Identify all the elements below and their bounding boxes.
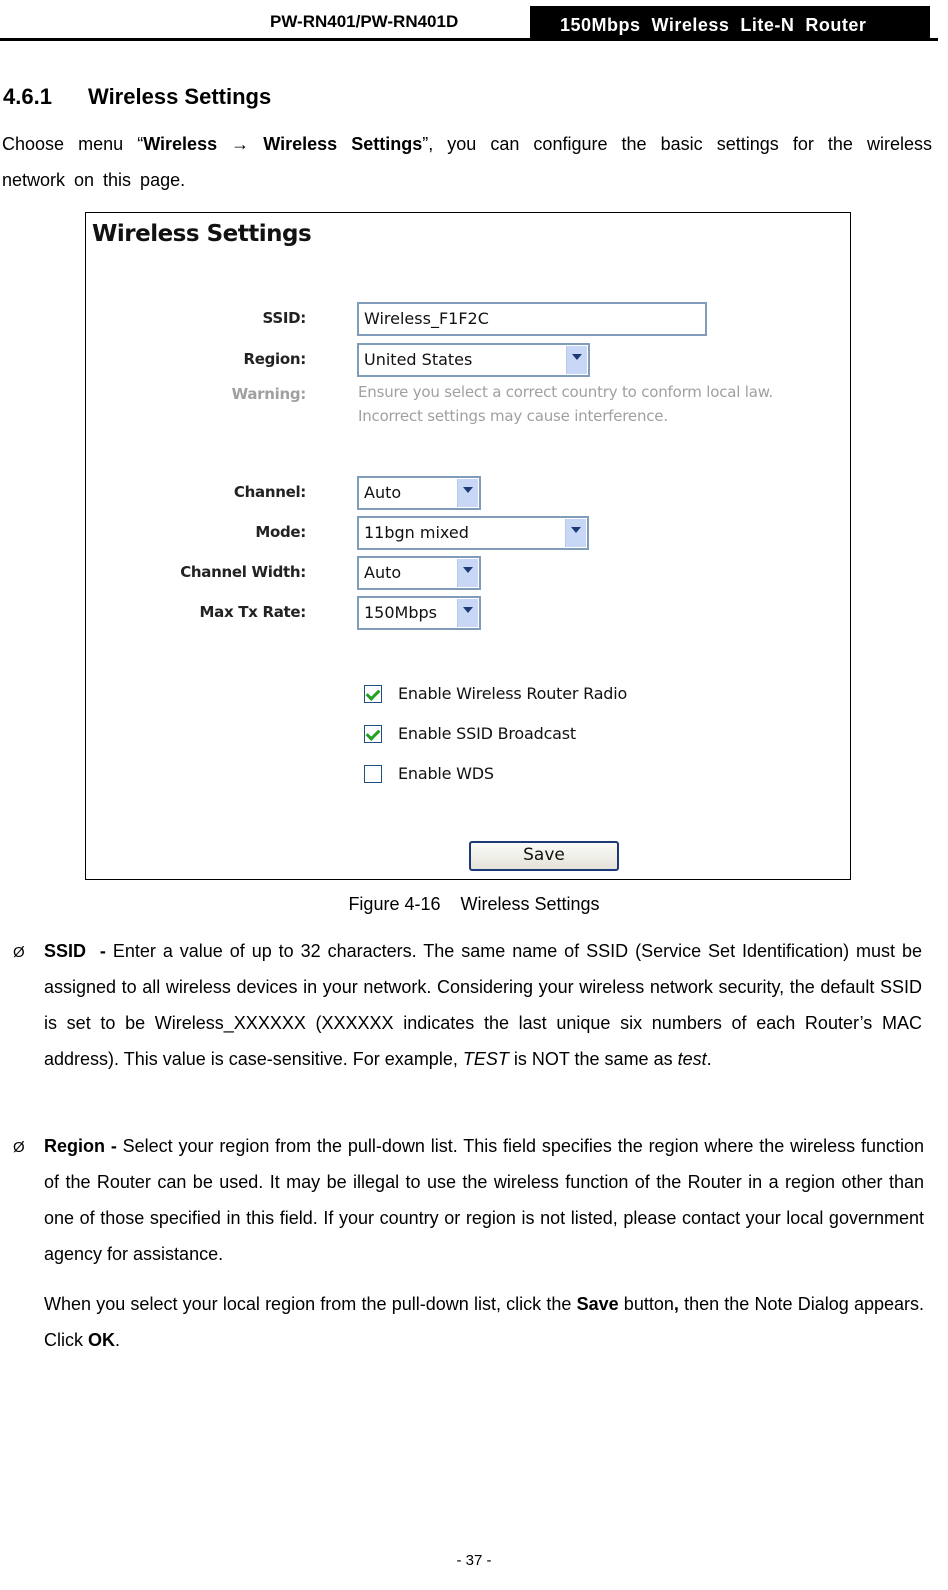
ssid-text: Enter a value of up to 32 characters. The same name of SSID (Service Set Identification) must be assigned to all wireless devices in your network. Considering your wireless network security, the default SSID is set to be Wireless_XXXXXX (XXXXXX indicates the last unique six numbers of each Router’s MAC address). This value is case-sensitive. For example,: [44, 941, 922, 1069]
header-product: 150Mbps Wireless Lite-N Router: [560, 15, 867, 35]
channel-width-value: Auto: [364, 563, 402, 582]
region-label: Region:: [243, 350, 306, 368]
enable-radio-label: Enable Wireless Router Radio: [398, 684, 628, 703]
note-end: .: [115, 1330, 121, 1350]
intro-suffix: ”, you can configure the basic settings for the wireless network on this page.: [2, 134, 932, 190]
ssid-text-end: .: [706, 1049, 712, 1069]
ssid-example-lower: test: [677, 1049, 707, 1069]
warning-line-2: Incorrect settings may cause interference.: [358, 407, 668, 425]
region-note: [44, 1286, 924, 1358]
ssid-term: SSID -: [44, 941, 106, 961]
ssid-example-upper: TEST: [462, 1049, 509, 1069]
ssid-input[interactable]: [357, 302, 707, 336]
chevron-down-icon: [457, 599, 478, 627]
region-description: [44, 1128, 924, 1272]
note-mid1: button: [618, 1294, 674, 1314]
ssid-label: SSID:: [262, 309, 306, 327]
figure-title: Wireless Settings: [92, 221, 312, 247]
section-title: Wireless Settings: [88, 84, 272, 109]
note-before: When you select your local region from the pull-down list, click the: [44, 1294, 577, 1314]
chevron-down-icon: [565, 519, 586, 547]
page-header: [0, 0, 948, 42]
max-tx-rate-select[interactable]: [357, 596, 481, 630]
channel-label: Channel:: [233, 483, 306, 501]
bullet-marker: Ø: [13, 944, 25, 961]
note-comma: ,: [673, 1294, 679, 1314]
max-tx-rate-label: Max Tx Rate:: [199, 603, 306, 621]
region-term: Region -: [44, 1136, 117, 1156]
channel-width-select[interactable]: [357, 556, 481, 590]
enable-ssid-broadcast-label: Enable SSID Broadcast: [398, 724, 576, 743]
enable-radio-checkbox[interactable]: [364, 685, 382, 703]
figure-caption: Figure 4-16 Wireless Settings: [348, 894, 600, 914]
bullet-marker: Ø: [13, 1139, 25, 1156]
ssid-value: Wireless_F1F2C: [364, 309, 489, 328]
region-value: United States: [364, 350, 473, 369]
mode-label: Mode:: [255, 523, 306, 541]
mode-value: 11bgn mixed: [364, 523, 469, 542]
header-tick: [925, 30, 928, 40]
intro-paragraph: [2, 126, 932, 198]
warning-label: Warning:: [231, 385, 306, 403]
page-number: - 37 -: [456, 1552, 492, 1569]
channel-width-label: Channel Width:: [180, 563, 306, 581]
region-select[interactable]: [357, 343, 590, 377]
header-rule: [0, 38, 938, 41]
channel-select[interactable]: [357, 476, 481, 510]
enable-ssid-broadcast-checkbox[interactable]: [364, 725, 382, 743]
header-model: PW-RN401/PW-RN401D: [270, 12, 459, 31]
save-button[interactable]: Save: [469, 841, 619, 871]
enable-wds-checkbox[interactable]: [364, 765, 382, 783]
note-mid2: then the Note Dialog appears. Click: [44, 1294, 924, 1350]
chevron-down-icon: [457, 479, 478, 507]
intro-menu-wireless: Wireless: [143, 134, 218, 154]
intro-prefix: Choose menu “: [2, 134, 144, 154]
intro-arrow: →: [231, 134, 250, 154]
chevron-down-icon: [566, 346, 587, 374]
section-number: 4.6.1: [3, 84, 52, 109]
ssid-text-mid: is NOT the same as: [508, 1049, 678, 1069]
mode-select[interactable]: [357, 516, 589, 550]
wireless-settings-figure: [85, 212, 851, 880]
warning-line-1: Ensure you select a correct country to conform local law.: [358, 383, 774, 401]
header-product-tab: [530, 6, 930, 38]
channel-value: Auto: [364, 483, 402, 502]
ssid-description: [44, 933, 922, 1077]
enable-wds-label: Enable WDS: [398, 764, 494, 783]
chevron-down-icon: [457, 559, 478, 587]
region-text: Select your region from the pull-down list. This field specifies the region where the wireless function of the Router can be used. It may be illegal to use the wireless function of the Router in a region other than one of those specified in this field. If your country or region is not listed, please contact your local government agency for assistance.: [44, 1136, 924, 1264]
note-ok: OK: [88, 1330, 115, 1350]
max-tx-rate-value: 150Mbps: [364, 603, 437, 622]
intro-menu-wireless-settings: Wireless Settings: [263, 134, 423, 154]
note-save: Save: [576, 1294, 619, 1314]
